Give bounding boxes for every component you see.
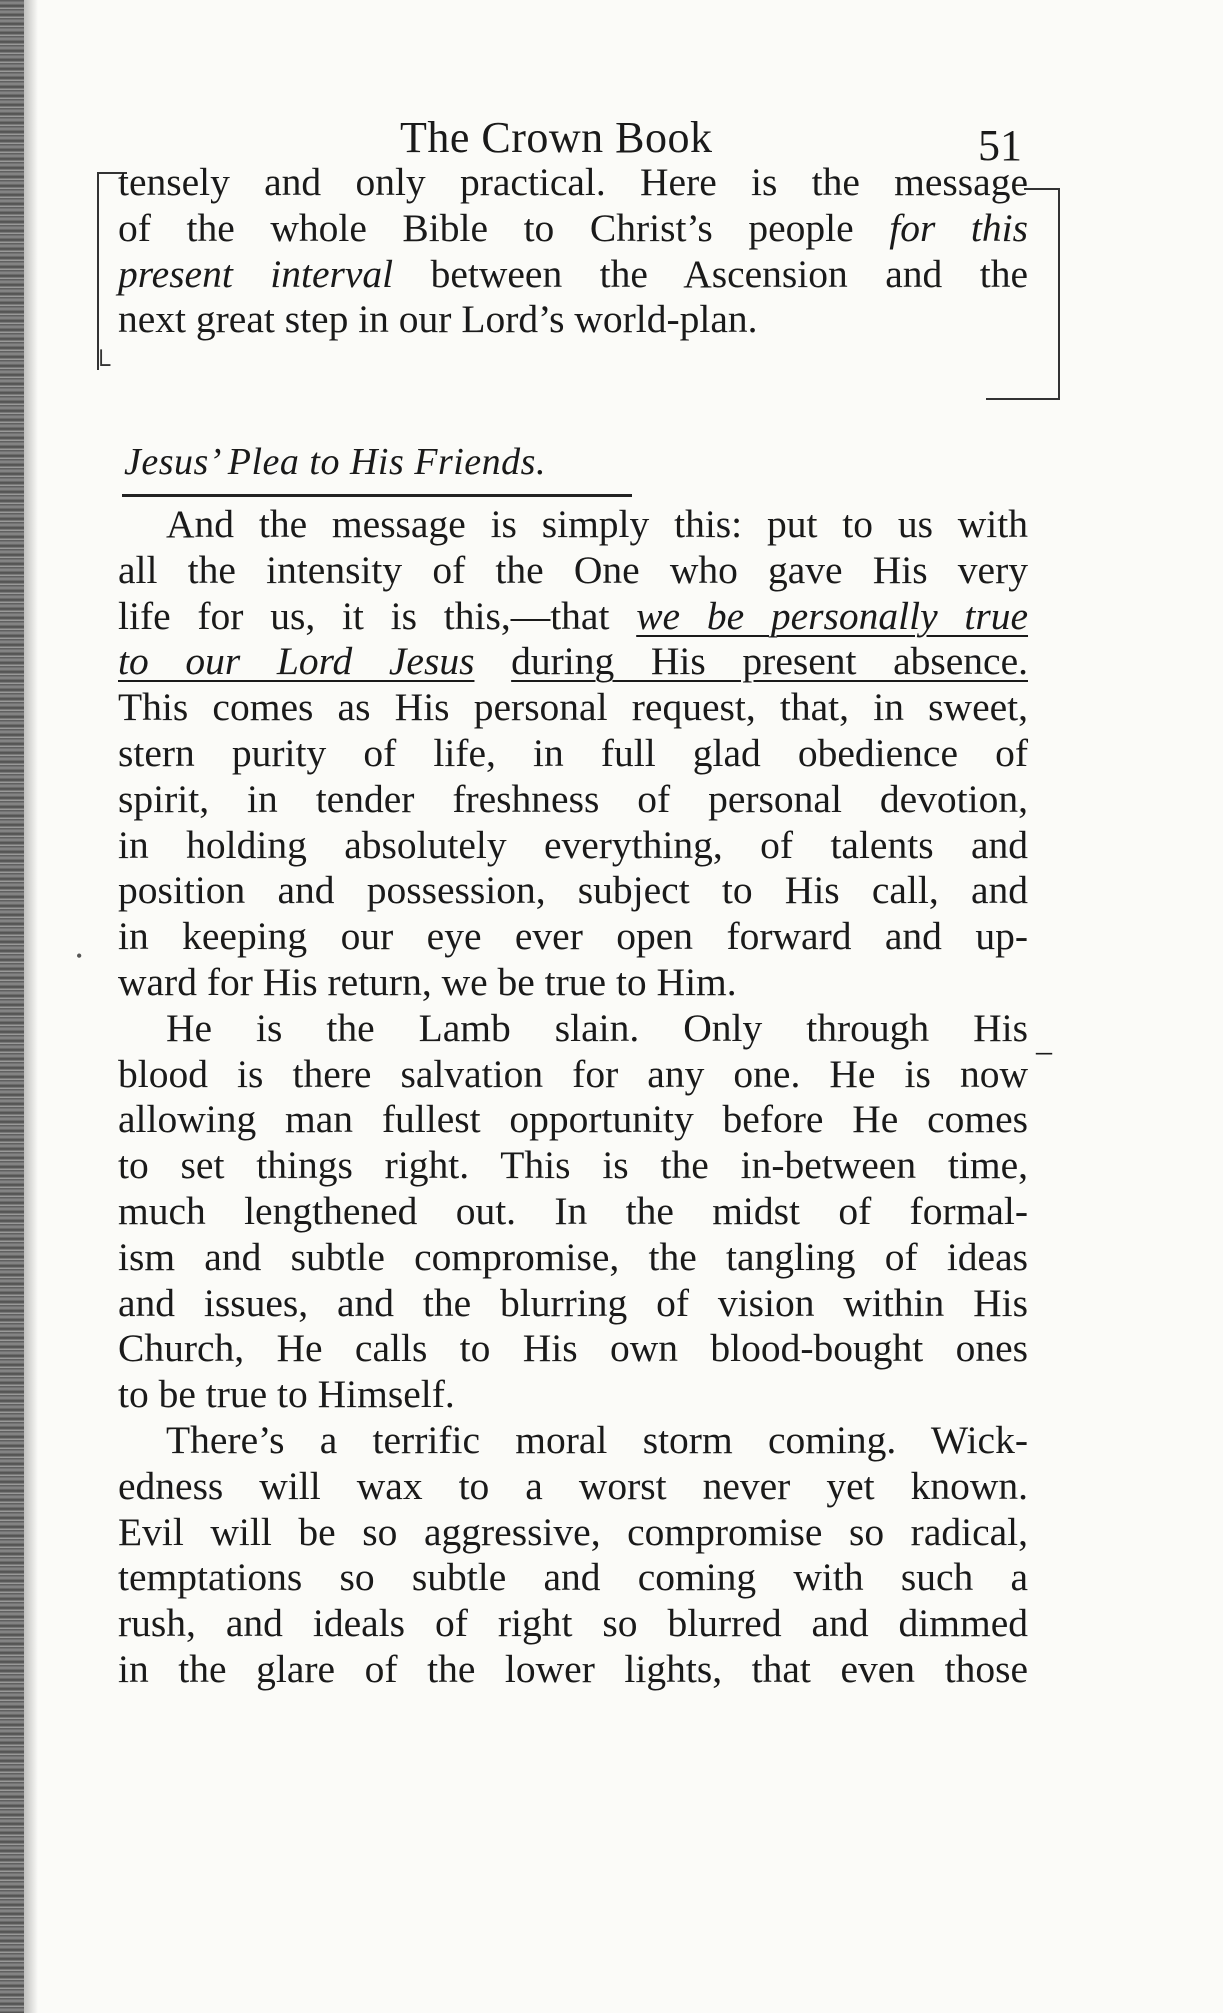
text-line: This comes as His personal request, that, in sweet, bbox=[118, 685, 1028, 730]
text-line bbox=[118, 639, 1028, 685]
margin-bracket-foot bbox=[986, 398, 1058, 400]
text-line: all the intensity of the One who gave His very bbox=[118, 547, 1028, 592]
bracket-hook-mark: └ bbox=[92, 350, 111, 379]
section-heading: Jesus’ Plea to His Friends. bbox=[124, 441, 546, 483]
underlined-phrase: during His present absence. bbox=[511, 639, 1028, 684]
text-span: life for us, it is this,—that bbox=[118, 593, 610, 638]
text-line: and issues, and the blurring of vision within His bbox=[118, 1280, 1028, 1325]
text-line bbox=[118, 252, 1028, 298]
heading-underline bbox=[122, 494, 632, 497]
text-line: in the glare of the lower lights, that even those bbox=[118, 1646, 1028, 1691]
text-line: stern purity of life, in full glad obedience of bbox=[118, 730, 1028, 775]
ink-speck: • bbox=[76, 946, 83, 966]
text-line: Church, He calls to His own blood-bought ones bbox=[118, 1326, 1028, 1371]
text-line: ism and subtle compromise, the tangling of ideas bbox=[118, 1234, 1028, 1279]
text-line bbox=[118, 206, 1028, 252]
book-spine-shadow bbox=[0, 0, 24, 2013]
underlined-italic-phrase: we be personally true bbox=[636, 593, 1029, 638]
text-line: There’s a terrific moral storm coming. Wick- bbox=[166, 1417, 1028, 1462]
text-line: rush, and ideals of right so blurred and dimmed bbox=[118, 1601, 1028, 1646]
text-line: temptations so subtle and coming with such a bbox=[118, 1555, 1028, 1600]
text-line: in keeping our eye ever open forward and up- bbox=[118, 914, 1028, 959]
italic-phrase: for this bbox=[889, 205, 1028, 250]
margin-bracket-right bbox=[1024, 188, 1060, 400]
text-line: to be true to Himself. bbox=[118, 1372, 455, 1417]
margin-dash-mark: – bbox=[1036, 1032, 1052, 1068]
text-line: spirit, in tender freshness of personal devotion, bbox=[118, 776, 1028, 821]
text-line: ward for His return, we be true to Him. bbox=[118, 959, 737, 1004]
text-line: allowing man fullest opportunity before He comes bbox=[118, 1097, 1028, 1142]
text-line: much lengthened out. In the midst of formal- bbox=[118, 1188, 1028, 1233]
text-line: to set things right. This is the in-between time, bbox=[118, 1143, 1028, 1188]
running-title: The Crown Book bbox=[400, 113, 713, 162]
text-line bbox=[118, 594, 1028, 640]
page-number: 51 bbox=[978, 121, 1022, 170]
text-line: blood is there salvation for any one. He is now bbox=[118, 1051, 1028, 1096]
text-line: He is the Lamb slain. Only through His bbox=[166, 1005, 1028, 1050]
text-line: position and possession, subject to His call, and bbox=[118, 868, 1028, 913]
paragraph-plea bbox=[118, 502, 1028, 1693]
text-line: edness will wax to a worst never yet known. bbox=[118, 1463, 1028, 1508]
text-span: of the whole Bible to Christ’s people bbox=[118, 205, 854, 250]
continued-paragraph bbox=[118, 160, 1028, 343]
text-line: in holding absolutely everything, of talents and bbox=[118, 822, 1028, 867]
gutter-shadow bbox=[24, 0, 38, 2013]
underlined-italic-phrase: to our Lord Jesus bbox=[118, 639, 475, 684]
text-line: And the message is simply this: put to us with bbox=[166, 502, 1028, 546]
text-span: between the Ascension and the bbox=[430, 251, 1028, 296]
text-line: tensely and only practical. Here is the message bbox=[118, 160, 1028, 204]
text-line: Evil will be so aggressive, compromise so radical, bbox=[118, 1509, 1028, 1554]
italic-phrase: present interval bbox=[118, 251, 394, 296]
text-line: next great step in our Lord’s world-plan. bbox=[118, 297, 758, 342]
